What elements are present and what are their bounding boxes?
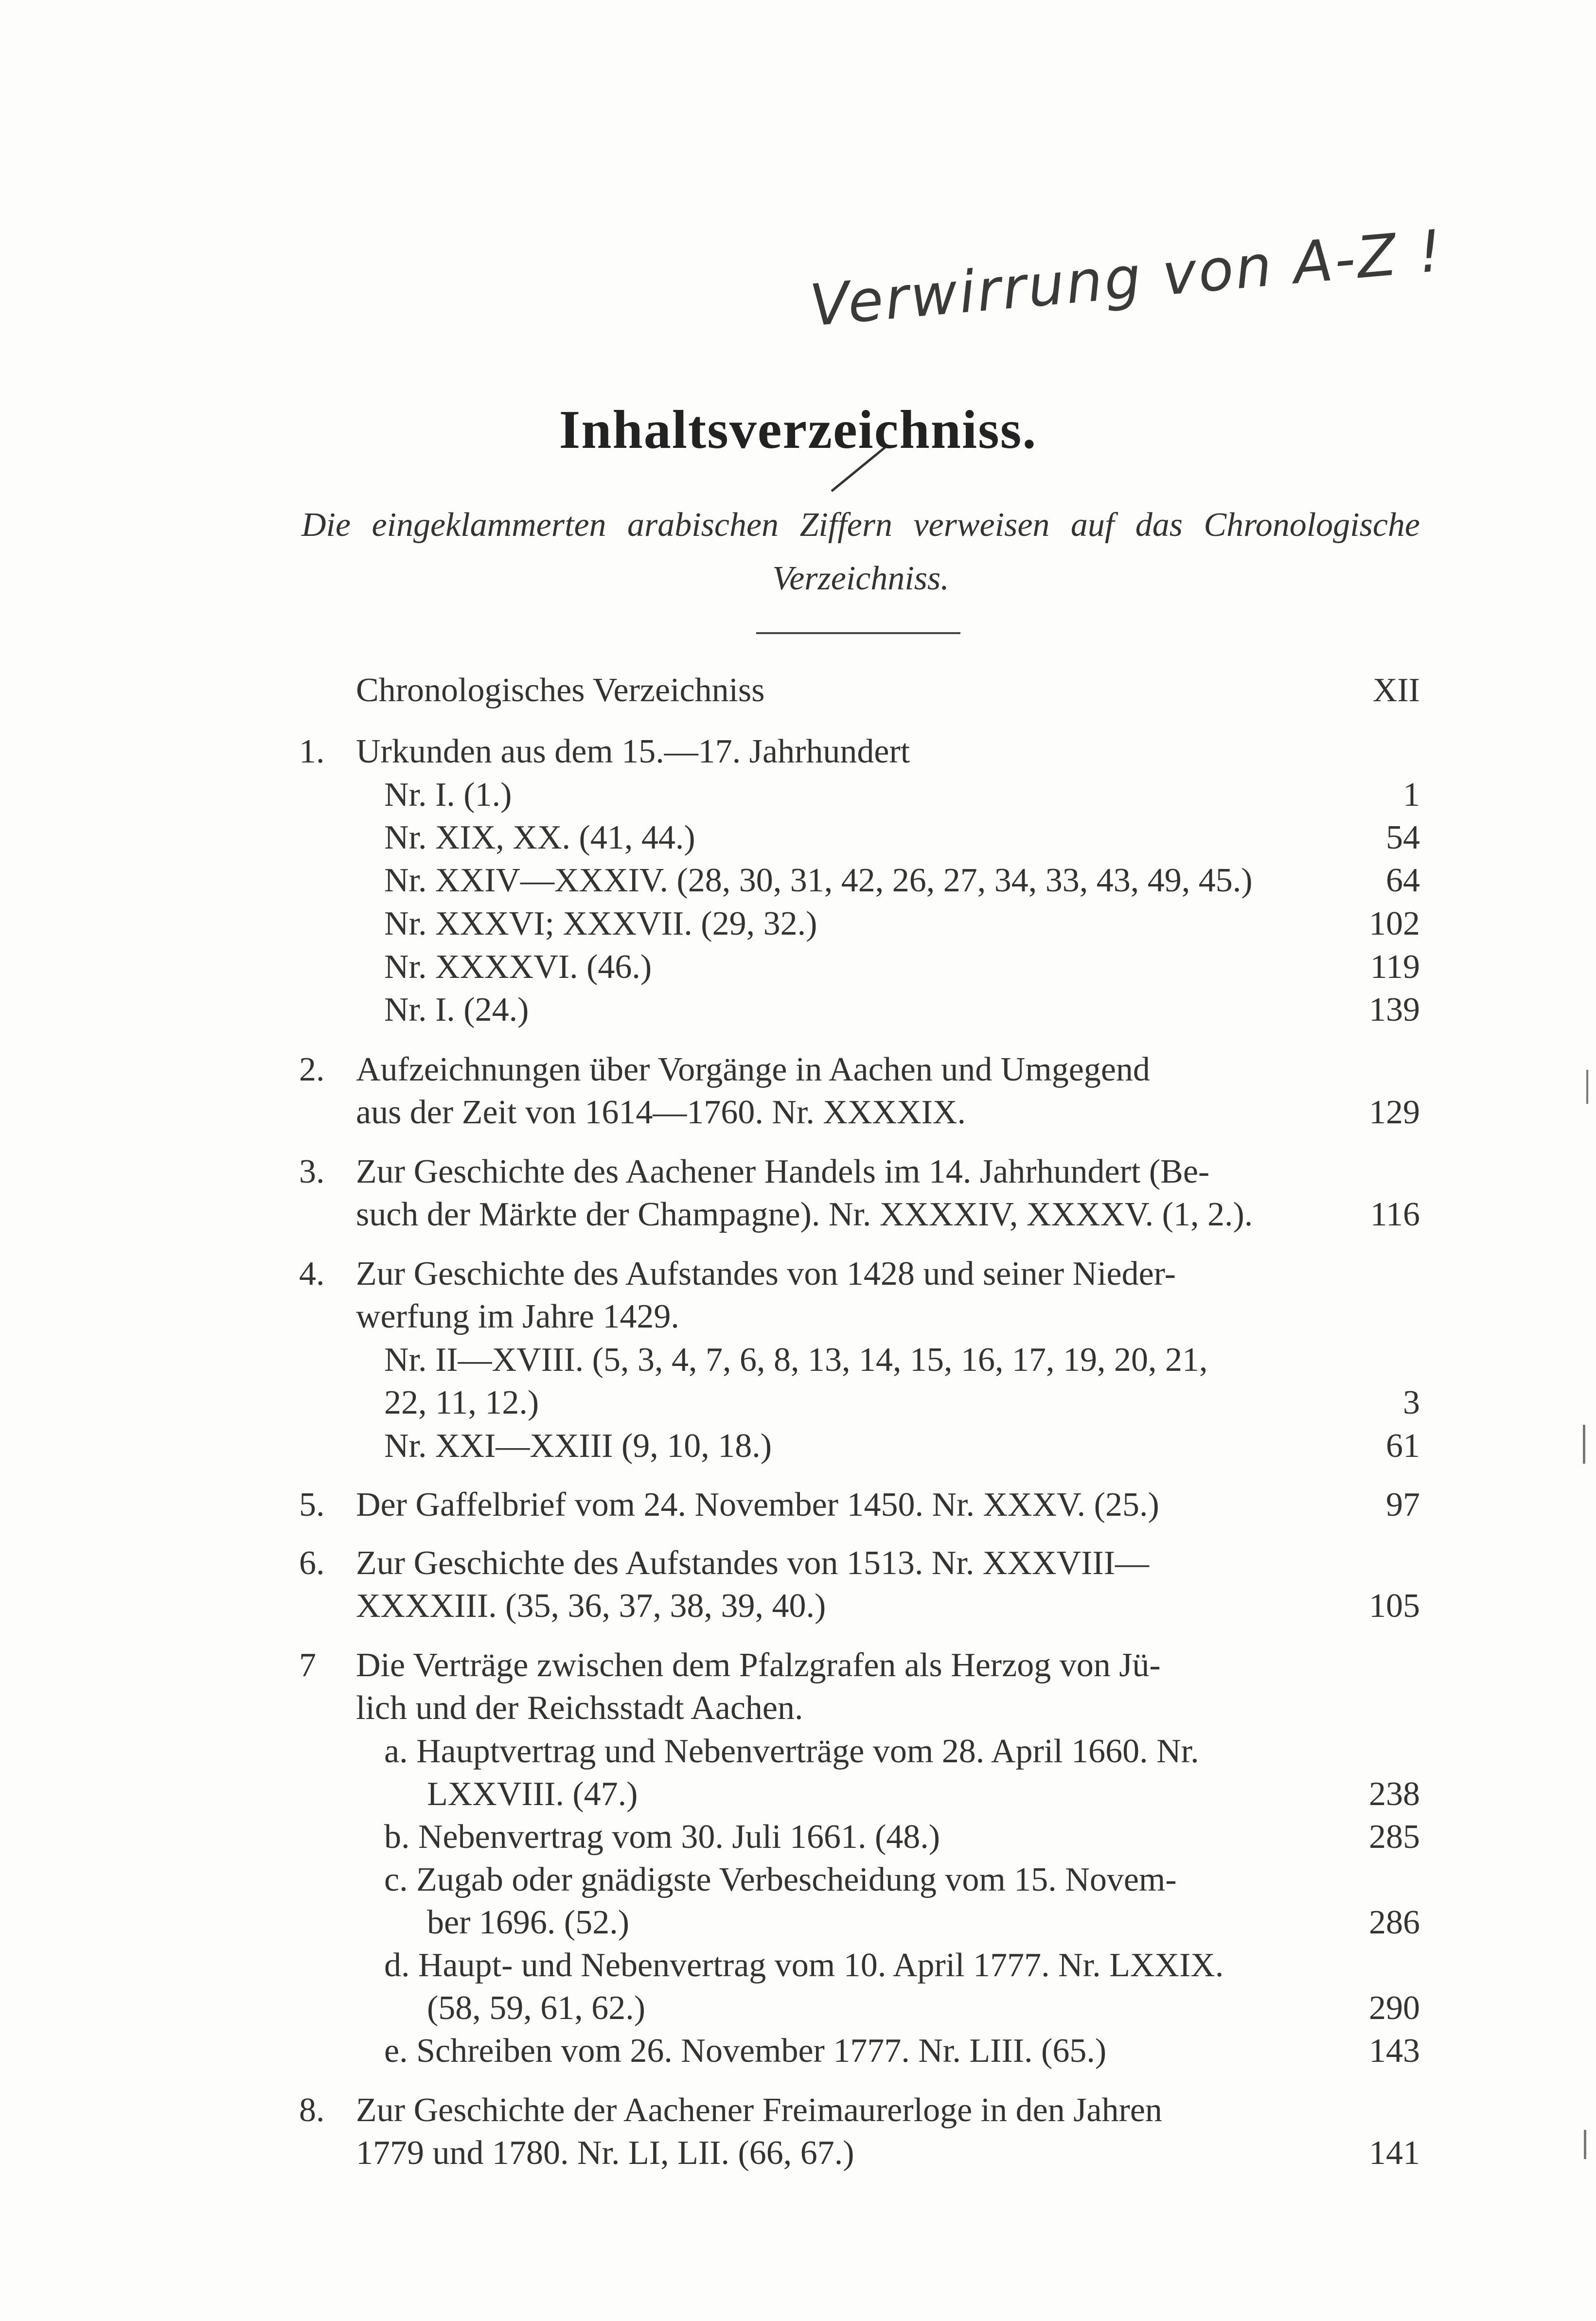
scan-edge-mark xyxy=(1584,2130,1586,2159)
toc-page: 143 xyxy=(1369,2032,1420,2070)
toc-text: c. Zugab oder gnädigste Verbescheidung vom 15. Novem- xyxy=(384,1861,1177,1898)
toc-text: aus der Zeit von 1614—1760. Nr. XXXXIX. xyxy=(356,1094,966,1131)
toc-text: Zur Geschichte der Aachener Freimaurerloge in den Jahren xyxy=(356,2091,1162,2129)
toc-text: lich und der Reichsstadt Aachen. xyxy=(356,1689,803,1727)
toc-page: 119 xyxy=(1370,948,1420,986)
handwritten-note: Verwirrung von A-Z ! xyxy=(807,217,1446,339)
toc-text: Zur Geschichte des Aufstandes von 1428 und seiner Nieder- xyxy=(356,1255,1176,1293)
toc-page: 139 xyxy=(1369,991,1420,1028)
toc-page: 116 xyxy=(1370,1196,1420,1233)
toc-page: 105 xyxy=(1369,1587,1420,1625)
toc-page: 54 xyxy=(1386,819,1420,856)
toc-text: Urkunden aus dem 15.—17. Jahrhundert xyxy=(356,733,910,770)
toc-text: 1779 und 1780. Nr. LI, LII. (66, 67.) xyxy=(356,2134,854,2172)
title-separator xyxy=(756,632,960,634)
toc-text: XXXXIII. (35, 36, 37, 38, 39, 40.) xyxy=(356,1587,826,1625)
toc-text: 22, 11, 12.) xyxy=(384,1384,539,1421)
toc-number: 8. xyxy=(299,2091,325,2129)
toc-page: 97 xyxy=(1386,1486,1420,1524)
toc-text: such der Märkte der Champagne). Nr. XXXXIV, XXXXV. (1, 2.). xyxy=(356,1196,1253,1233)
toc-text: Nr. II—XVIII. (5, 3, 4, 7, 6, 8, 13, 14, 15, 16, 17, 19, 20, 21, xyxy=(384,1341,1208,1379)
toc-number: 5. xyxy=(299,1486,325,1524)
toc-text: e. Schreiben vom 26. November 1777. Nr. LIII. (65.) xyxy=(384,2032,1107,2070)
page-subtitle: Die eingeklammerten arabischen Ziffern verweisen auf das Chronologische Verzeichniss. xyxy=(301,506,1420,597)
toc-page: 285 xyxy=(1369,1818,1420,1856)
toc-page: XII xyxy=(1372,672,1420,709)
toc-text: (58, 59, 61, 62.) xyxy=(427,1989,646,2027)
toc-text: b. Nebenvertrag vom 30. Juli 1661. (48.) xyxy=(384,1818,940,1856)
toc-number: 1. xyxy=(299,733,325,770)
toc-text: Aufzeichnungen über Vorgänge in Aachen und Umgegend xyxy=(356,1051,1150,1088)
toc-text: Nr. XXXVI; XXXVII. (29, 32.) xyxy=(384,905,817,942)
toc-text: Zur Geschichte des Aachener Handels im 14. Jahrhundert (Be- xyxy=(356,1153,1210,1190)
toc-page: 61 xyxy=(1386,1427,1420,1465)
toc-page: 102 xyxy=(1369,905,1420,942)
toc-text: werfung im Jahre 1429. xyxy=(356,1298,679,1335)
toc-text: Nr. XIX, XX. (41, 44.) xyxy=(384,819,695,856)
toc-number: 3. xyxy=(299,1153,325,1190)
toc-text: LXXVIII. (47.) xyxy=(427,1775,638,1813)
toc-page: 290 xyxy=(1369,1989,1420,2027)
toc-number: 7 xyxy=(299,1647,316,1684)
toc-text: Zur Geschichte des Aufstandes von 1513. Nr. XXXVIII— xyxy=(356,1544,1150,1582)
toc-page: 129 xyxy=(1369,1094,1420,1131)
toc-text: Die Verträge zwischen dem Pfalzgrafen als Herzog von Jü- xyxy=(356,1647,1161,1684)
toc-page: 64 xyxy=(1386,862,1420,899)
toc-text: Nr. I. (24.) xyxy=(384,991,529,1028)
toc-number: 4. xyxy=(299,1255,325,1293)
toc-page: 238 xyxy=(1369,1775,1420,1813)
toc-text: a. Hauptvertrag und Nebenverträge vom 28. April 1660. Nr. xyxy=(384,1733,1199,1770)
toc-text: Nr. XXXXVI. (46.) xyxy=(384,948,652,986)
toc-page: 3 xyxy=(1403,1384,1420,1421)
toc-number: 2. xyxy=(299,1051,325,1088)
toc-text: d. Haupt- und Nebenvertrag vom 10. April 1777. Nr. LXXIX. xyxy=(384,1947,1224,1984)
page-title: Inhaltsverzeichniss. xyxy=(559,400,1037,460)
toc-number: 6. xyxy=(299,1544,325,1582)
toc-text: Der Gaffelbrief vom 24. November 1450. Nr. XXXV. (25.) xyxy=(356,1486,1159,1524)
scan-edge-mark xyxy=(1583,1425,1585,1464)
toc-text: Nr. XXIV—XXXIV. (28, 30, 31, 42, 26, 27, 34, 33, 43, 49, 45.) xyxy=(384,862,1253,899)
toc-text: Nr. I. (1.) xyxy=(384,776,512,814)
toc-page: 286 xyxy=(1369,1904,1420,1941)
toc-text: Nr. XXI—XXIII (9, 10, 18.) xyxy=(384,1427,772,1465)
toc-page: 141 xyxy=(1369,2134,1420,2172)
scan-edge-mark xyxy=(1586,1070,1588,1104)
toc-text: ber 1696. (52.) xyxy=(427,1904,630,1941)
toc-page: 1 xyxy=(1403,776,1420,814)
toc-text: Chronologisches Verzeichniss xyxy=(356,672,765,709)
